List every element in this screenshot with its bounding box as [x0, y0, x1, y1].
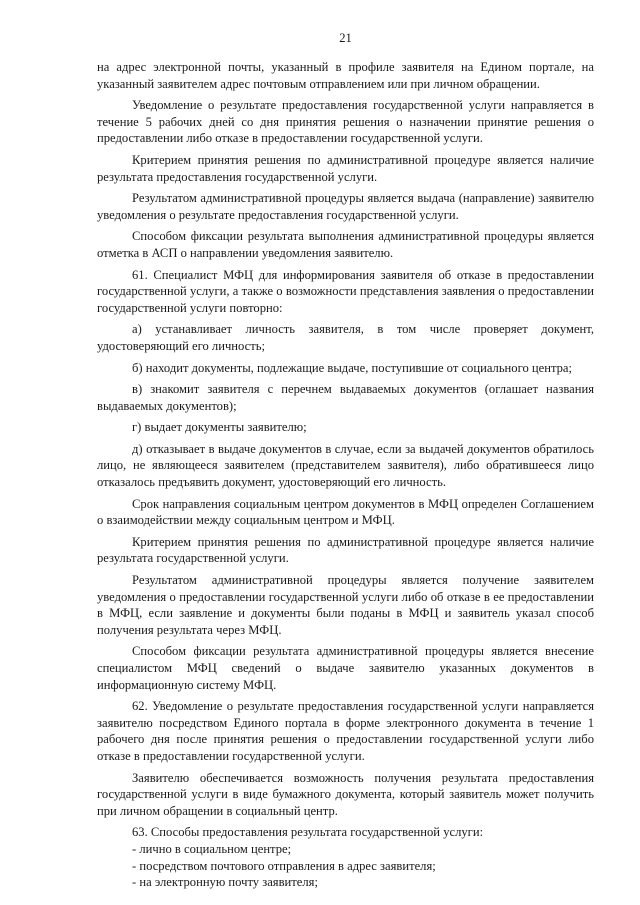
paragraph: Заявителю обеспечивается возможность получения результата предоставления государственной услуги в виде бумажного документа, который заявитель может получить при личном обращении в социальный центр. [97, 770, 594, 818]
paragraph: 62. Уведомление о результате предоставления государственной услуги направляется заявителю посредством Единого портала в форме электронного документа в течение 1 рабочего дня после принятия решения о предоставлении государственной услуги либо отказе в предоставлении государственной услуги. [97, 699, 594, 763]
paragraph: Срок направления социальным центром документов в МФЦ определен Соглашением о взаимодействии между социальным центром и МФЦ. [97, 496, 594, 528]
paragraph: - посредством почтового отправления в адрес заявителя; [132, 858, 436, 873]
page-number: 21 [339, 31, 352, 45]
paragraph: - на электронную почту заявителя; [132, 875, 318, 890]
paragraph: Результатом административной процедуры является выдача (направление) заявителю уведомления о результате предоставления государственной услуги. [97, 191, 594, 222]
paragraph: Критерием принятия решения по административной процедуре является наличие результата государственной услуги. [97, 534, 594, 566]
paragraph: б) находит документы, подлежащие выдаче, поступившие от социального центра; [132, 360, 573, 375]
paragraph: 63. Способы предоставления результата государственной услуги: [132, 825, 484, 840]
paragraph: Результатом административной процедуры является получение заявителем уведомления о предоставлении государственной услуги либо об отказе в ее предоставлении в МФЦ, если заявление и документы были поданы в МФЦ и заявитель указал способ получения результата через МФЦ. [97, 573, 594, 637]
paragraph: Способом фиксации результата выполнения административной процедуры является отметка в АСП о направлении уведомления заявителю. [97, 229, 594, 260]
paragraph: г) выдает документы заявителю; [132, 420, 307, 435]
paragraph: д) отказывает в выдаче документов в случае, если за выдачей документов обратилось лицо, не являющееся заявителем (представителем заявителя), либо обратившееся лицо отказалось предъявить документ, удостоверяющий его личность. [97, 441, 594, 490]
paragraph: Уведомление о результате предоставления государственной услуги направляется в течение 5 рабочих дней со дня принятия решения о назначении принятие решения о предоставлении либо отказе в предоставлении государственной услуги. [97, 98, 594, 146]
document-body [97, 59, 594, 891]
paragraph: на адрес электронной почты, указанный в профиле заявителя на Едином портале, на указанный заявителем адрес почтовым отправлением или при личном обращении. [97, 60, 594, 91]
paragraph: а) устанавливает личность заявителя, в том числе проверяет документ, удостоверяющий его личность; [97, 322, 594, 353]
paragraph: 61. Специалист МФЦ для информирования заявителя об отказе в предоставлении государственной услуги, а также о возможности представления заявления о предоставлении государственной услуги повторно: [97, 267, 594, 315]
paragraph: в) знакомит заявителя с перечнем выдаваемых документов (оглашает названия выдаваемых документов); [97, 382, 594, 413]
paragraph: Способом фиксации результата административной процедуры является внесение специалистом МФЦ сведений о выдаче заявителю указанных документов в информационную систему МФЦ. [97, 644, 594, 692]
paragraph: - лично в социальном центре; [132, 841, 292, 856]
paragraph: Критерием принятия решения по административной процедуре является наличие результата предоставления государственной услуги. [97, 152, 594, 184]
